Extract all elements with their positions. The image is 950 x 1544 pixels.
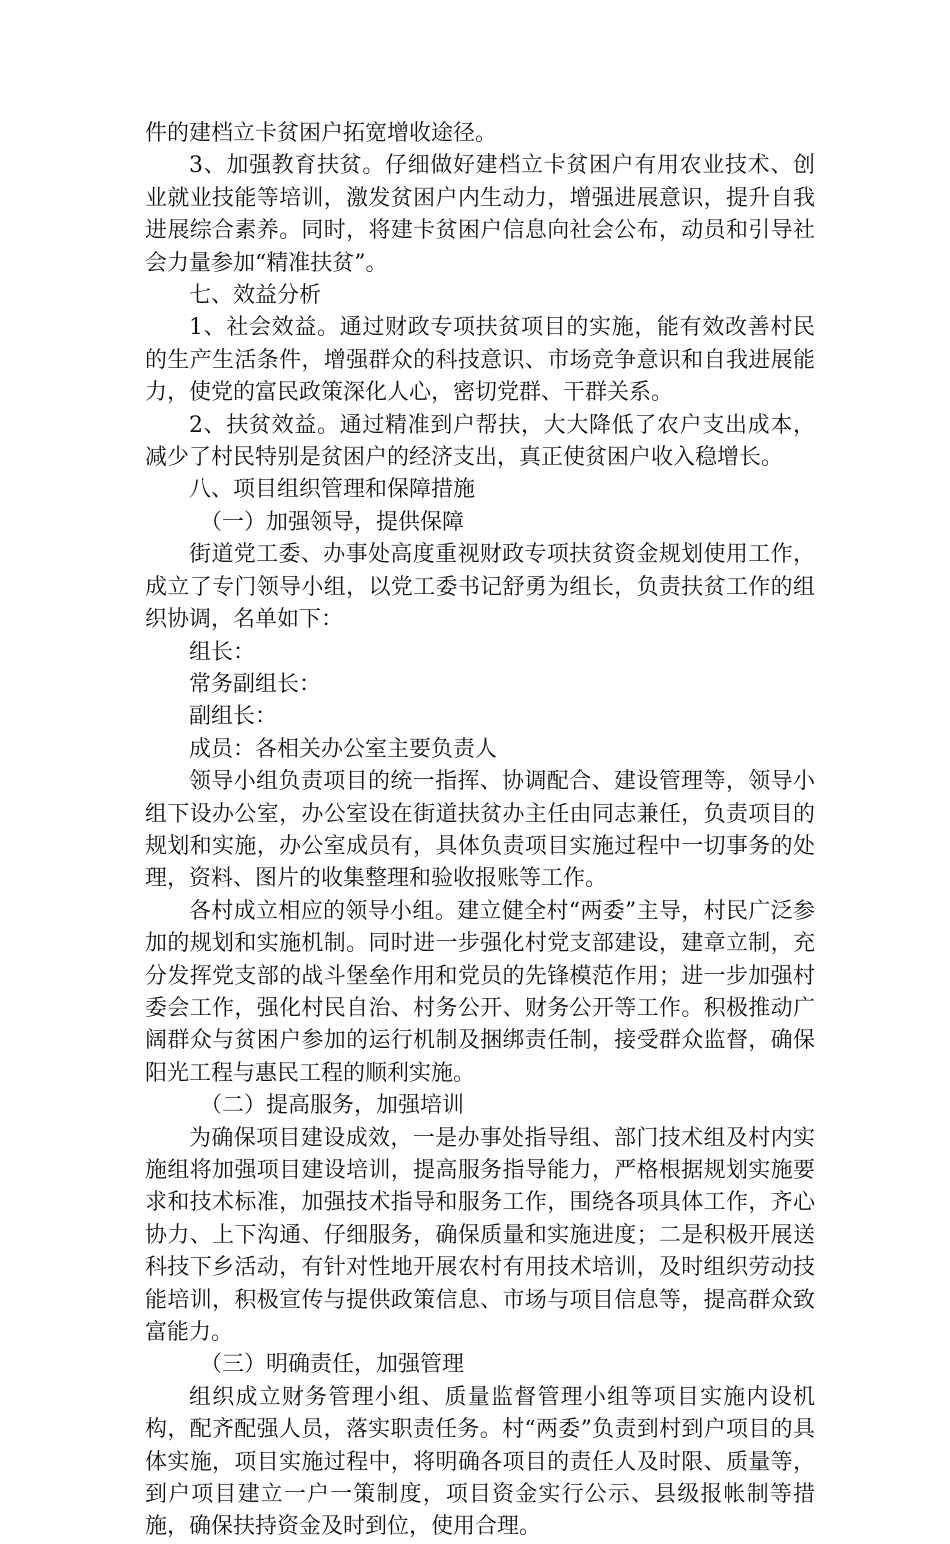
paragraph-village-groups: 各村成立相应的领导小组。建立健全村“两委”主导，村民广泛参加的规划和实施机制。同时进一步强化村党支部建设，建章立制，充分发挥党支部的战斗堡垒作用和党员的先锋模范作用；进一步加强村委会工作，强化村民自治、村务公开、财务公开等工作。积极推动广阔群众与贫困户参加的运行机制及捆绑责任制，接受群众监督，确保阳光工程与惠民工程的顺利实施。 [145, 898, 815, 1086]
subheading-service-training: （二）提高服务，加强培训 [200, 1093, 465, 1119]
paragraph-poverty-benefit: 2、扶贫效益。通过精准到户帮扶，大大降低了农户支出成本，减少了村民特别是贫困户的经济支出，真正使贫困户收入稳增长。 [145, 412, 815, 471]
paragraph-education-poverty: 3、加强教育扶贫。仔细做好建档立卡贫困户有用农业技术、创业就业技能等培训，激发贫困户内生动力，增强进展意识，提升自我进展综合素养。同时，将建卡贫困户信息向社会公布，动员和引导社会力量参加“精准扶贫”。 [145, 153, 815, 276]
document-body [145, 118, 815, 1544]
paragraph-social-benefit: 1、社会效益。通过财政专项扶贫项目的实施，能有效改善村民的生产生活条件，增强群众的科技意识、市场竞争意识和自我进展能力，使党的富民政策深化人心，密切党群、干群关系。 [145, 315, 815, 406]
list-item-executive-deputy: 常务副组长： [189, 671, 322, 697]
paragraph-leadership-group: 街道党工委、办事处高度重视财政专项扶贫资金规划使用工作，成立了专门领导小组，以党工委书记舒勇为组长，负责扶贫工作的组织协调，名单如下： [145, 542, 815, 633]
list-item-deputy: 副组长： [189, 704, 278, 730]
section-heading-organization: 八、项目组织管理和保障措施 [189, 477, 476, 503]
section-heading-benefit-analysis: 七、效益分析 [189, 283, 322, 309]
subheading-responsibility: （三）明确责任，加强管理 [200, 1352, 465, 1378]
list-item-leader: 组长： [189, 639, 256, 665]
paragraph-responsibility: 组织成立财务管理小组、质量监督管理小组等项目实施内设机构，配齐配强人员，落实职责任务。村“两委”负责到村到户项目的具体实施，项目实施过程中，将明确各项目的责任人及时限、质量等，到户项目建立一户一策制度，项目资金实行公示、县级报帐制等措施，确保扶持资金及时到位，使用合理。 [145, 1384, 815, 1540]
list-item-members: 成员：各相关办公室主要负责人 [189, 736, 498, 762]
paragraph-service-training: 为确保项目建设成效，一是办事处指导组、部门技术组及村内实施组将加强项目建设培训，提高服务指导能力，严格根据规划实施要求和技术标准，加强技术指导和服务工作，围绕各项具体工作，齐心协力、上下沟通、仔细服务，确保质量和实施进度；二是积极开展送科技下乡活动，有针对性地开展农村有用技术培训，及时组织劳动技能培训，积极宣传与提供政策信息、市场与项目信息等，提高群众致富能力。 [145, 1125, 815, 1346]
paragraph-continuation: 件的建档立卡贫困户拓宽增收途径。 [145, 121, 498, 146]
paragraph-office-duties: 领导小组负责项目的统一指挥、协调配合、建设管理等，领导小组下设办公室，办公室设在街道扶贫办主任由同志兼任，负责项目的规划和实施，办公室成员有，具体负责项目实施过程中一切事务的处理，资料、图片的收集整理和验收报账等工作。 [145, 769, 815, 892]
subheading-leadership: （一）加强领导，提供保障 [200, 509, 465, 535]
